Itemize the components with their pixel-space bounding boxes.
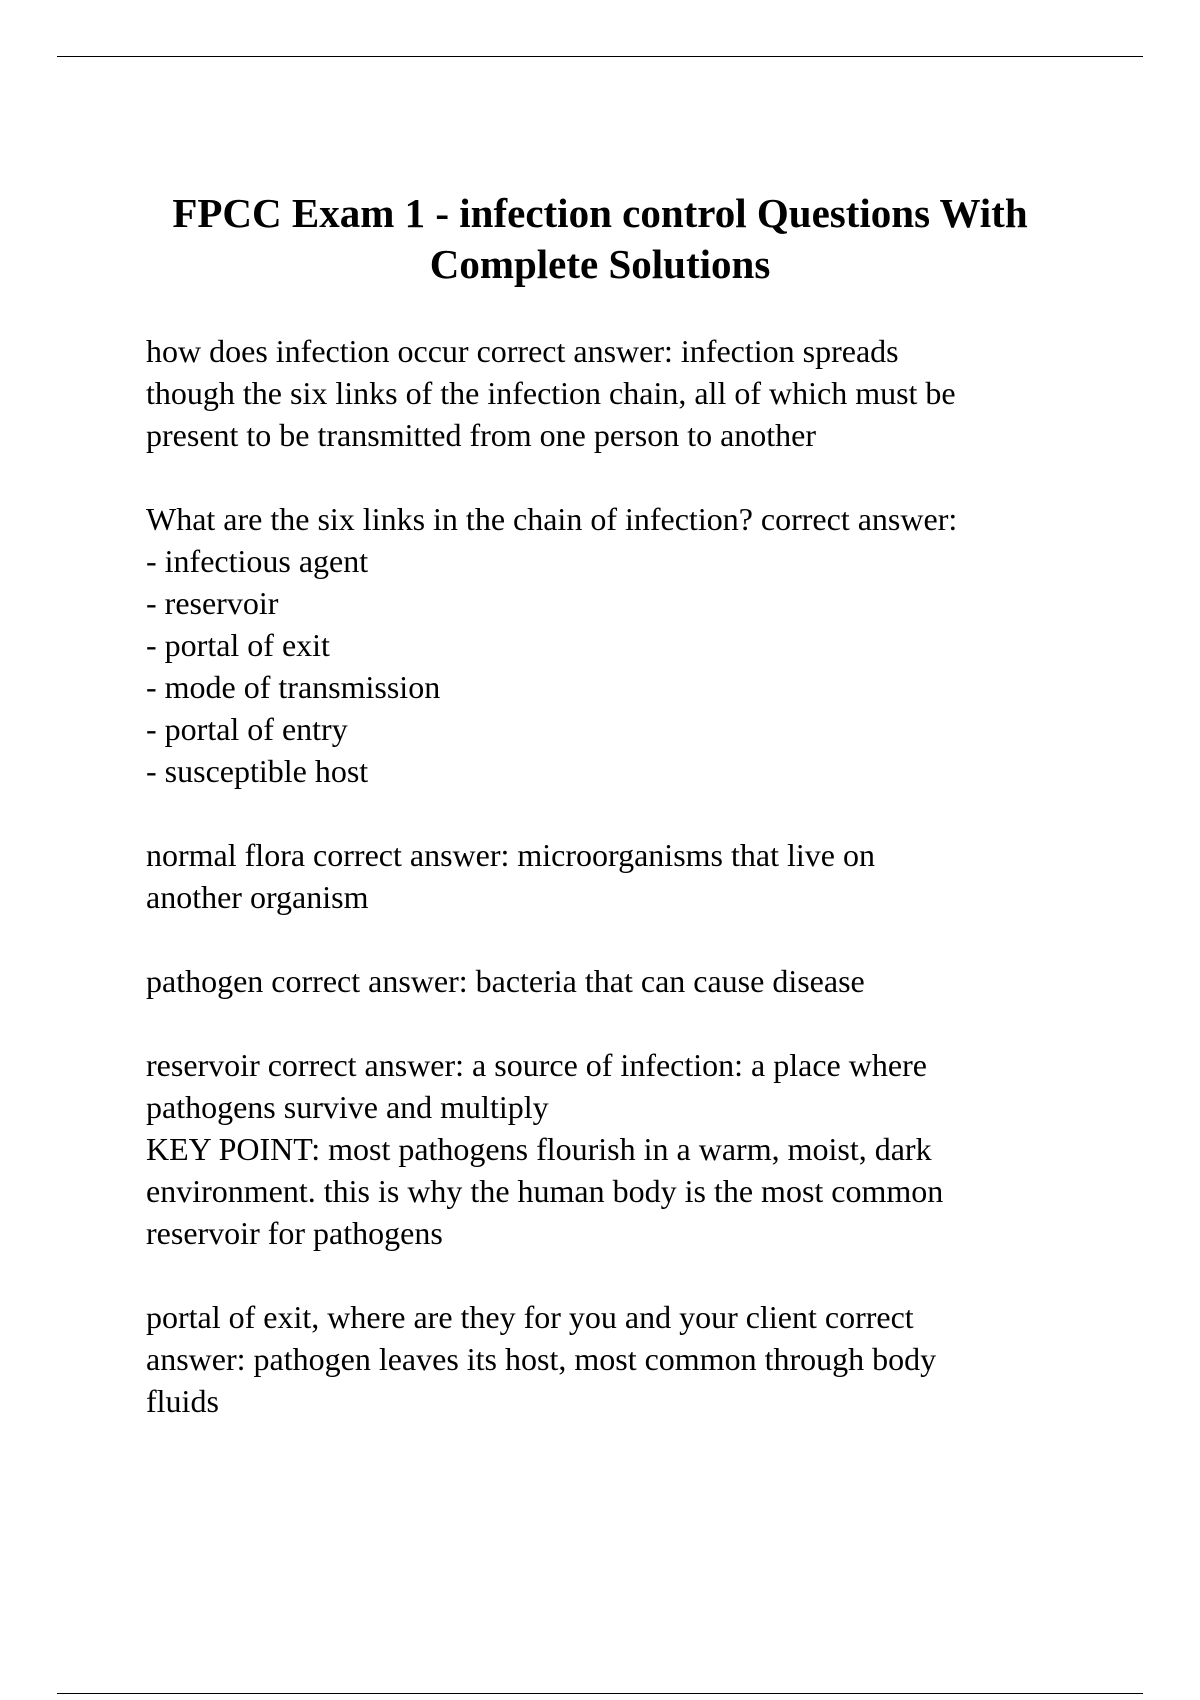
list-item: - mode of transmission xyxy=(146,669,441,705)
text-line: normal flora correct answer: microorganisms that live on xyxy=(146,837,875,873)
text-line: pathogen correct answer: bacteria that can cause disease xyxy=(146,963,865,999)
text-line: though the six links of the infection chain, all of which must be xyxy=(146,375,956,411)
text-line: how does infection occur correct answer: infection spreads xyxy=(146,333,899,369)
qa-entry-normal-flora xyxy=(146,834,1086,918)
list-item: - portal of entry xyxy=(146,711,348,747)
qa-entry-six-links xyxy=(146,498,1086,792)
document-title xyxy=(100,188,1100,290)
top-rule xyxy=(57,56,1143,57)
list-item: - infectious agent xyxy=(146,543,369,579)
list-item: - reservoir xyxy=(146,585,279,621)
document-body xyxy=(146,330,1086,1464)
text-line: reservoir correct answer: a source of infection: a place where xyxy=(146,1047,927,1083)
qa-entry-how-infection-occurs xyxy=(146,330,1086,456)
qa-entry-portal-of-exit xyxy=(146,1296,1086,1422)
title-line: FPCC Exam 1 - infection control Questions With xyxy=(172,190,1028,236)
title-line: Complete Solutions xyxy=(429,241,771,287)
text-line: answer: pathogen leaves its host, most common through body xyxy=(146,1341,937,1377)
text-line: present to be transmitted from one person to another xyxy=(146,417,817,453)
key-point-line: KEY POINT: most pathogens flourish in a warm, moist, dark xyxy=(146,1131,932,1167)
text-line: another organism xyxy=(146,879,369,915)
list-item: - susceptible host xyxy=(146,753,369,789)
text-line: What are the six links in the chain of infection? correct answer: xyxy=(146,501,958,537)
text-line: fluids xyxy=(146,1383,219,1419)
key-point-line: reservoir for pathogens xyxy=(146,1215,443,1251)
bottom-rule xyxy=(57,1693,1143,1694)
qa-entry-pathogen xyxy=(146,960,1086,1002)
text-line: portal of exit, where are they for you and your client correct xyxy=(146,1299,914,1335)
qa-entry-reservoir xyxy=(146,1044,1086,1254)
list-item: - portal of exit xyxy=(146,627,330,663)
key-point-line: environment. this is why the human body is the most common xyxy=(146,1173,944,1209)
text-line: pathogens survive and multiply xyxy=(146,1089,549,1125)
